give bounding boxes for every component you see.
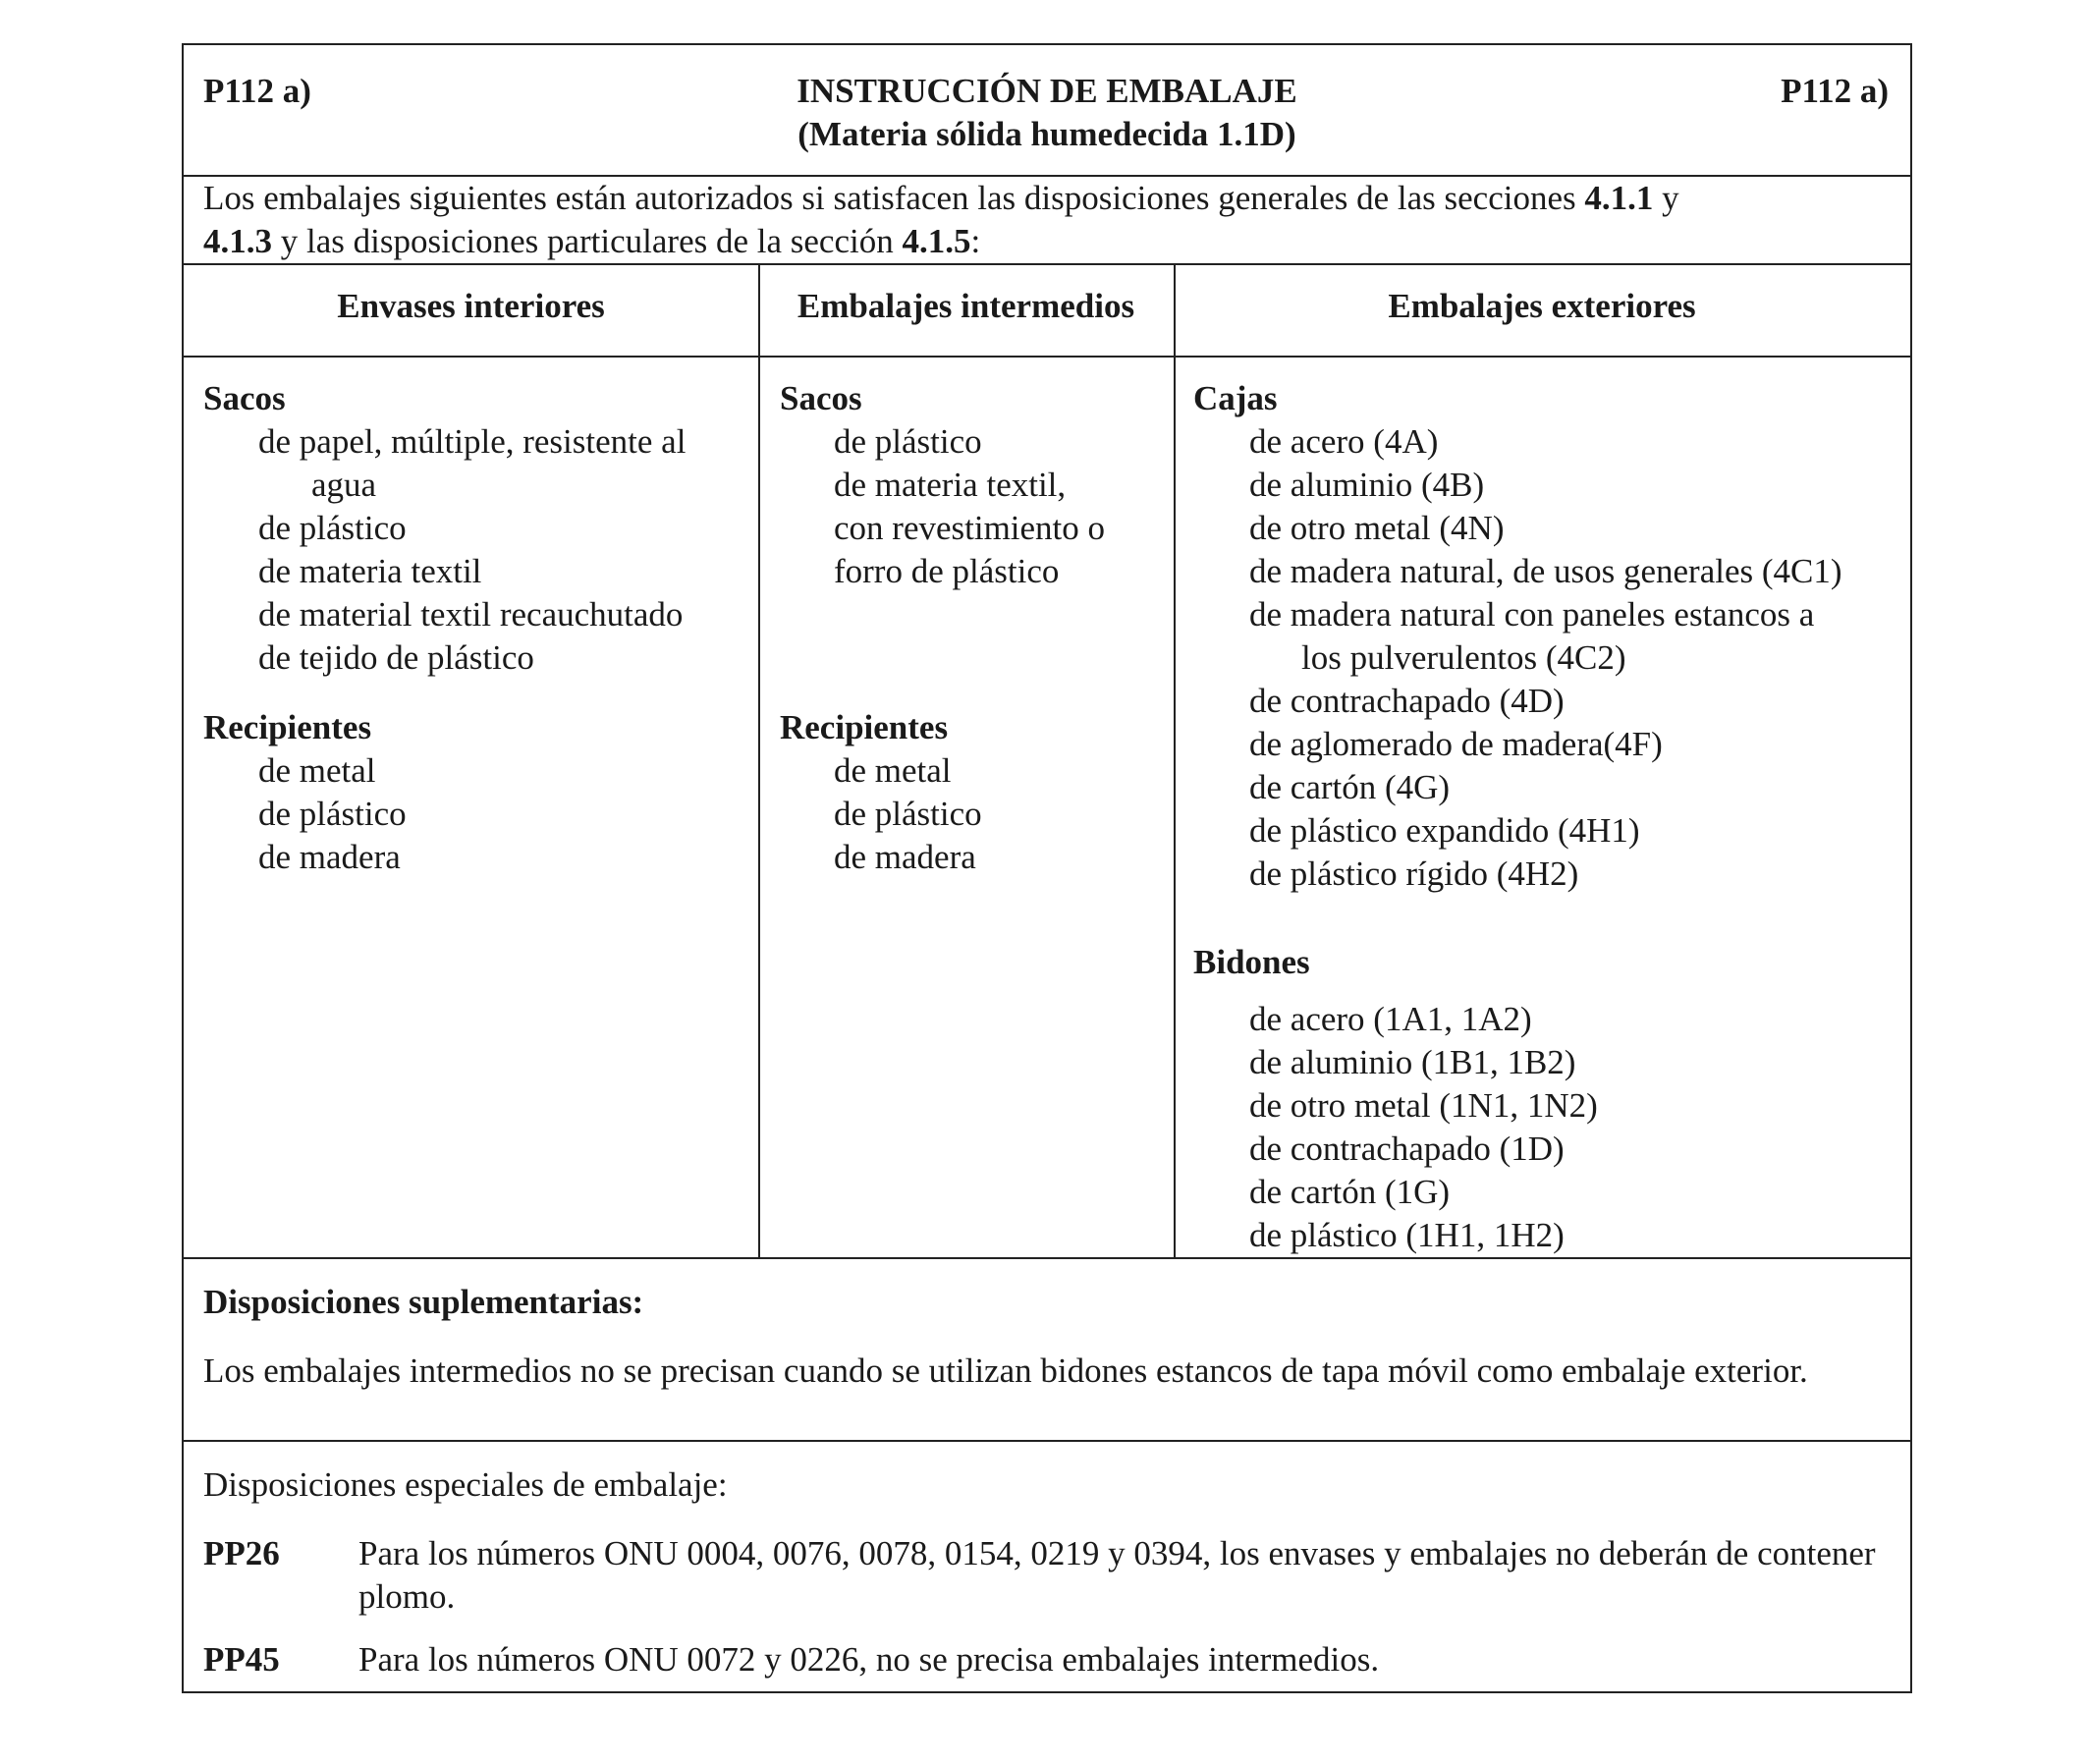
outer-group-title-cajas: Cajas [1193,379,1278,417]
list-item: de plástico [258,795,407,833]
supplementary-text: Los embalajes intermedios no se precisan cuando se utilizan bidones estancos de tapa móvil como embalaje exterior. [203,1351,1808,1390]
list-item: de metal [258,751,376,790]
list-item: de otro metal (1N1, 1N2) [1249,1086,1598,1125]
list-item: de metal [834,751,952,790]
list-item: de aglomerado de madera(4F) [1249,725,1663,763]
intro-line-1 [203,177,1679,220]
list-item: con revestimiento o [834,509,1106,547]
list-item: de madera [258,838,401,876]
column-header-row [184,265,1910,358]
list-item: de aluminio (4B) [1249,466,1485,504]
inner-group-title-sacos: Sacos [203,379,286,417]
outer-packagings-column [1176,358,1910,1257]
column-header-intermediate: Embalajes intermedios [797,287,1135,325]
code-right: P112 a) [1781,72,1889,110]
list-item: de otro metal (4N) [1249,509,1505,547]
intro-text-4: : [970,222,981,260]
section-ref-413: 4.1.3 [203,222,272,260]
list-item: forro de plástico [834,552,1060,590]
provision-code-pp45: PP45 [203,1640,280,1679]
list-item: de materia textil [258,552,482,590]
list-item: de material textil recauchutado [258,595,684,634]
list-item: de plástico [834,795,982,833]
list-item: de contrachapado (1D) [1249,1130,1565,1168]
list-item: de tejido de plástico [258,638,534,677]
packaging-body-row [184,358,1910,1259]
intro-text-2: y [1653,179,1679,217]
intermediate-packagings-column [760,358,1174,1257]
provision-code-pp26: PP26 [203,1534,280,1572]
list-item: agua [311,466,377,504]
section-ref-415: 4.1.5 [902,222,971,260]
inner-packagings-column [184,358,758,1257]
list-item: de materia textil, [834,466,1067,504]
column-header-outer: Embalajes exteriores [1388,287,1696,325]
supplementary-title: Disposiciones suplementarias: [203,1283,644,1321]
list-item: de madera natural con paneles estancos a [1249,595,1815,634]
page-subtitle: (Materia sólida humedecida 1.1D) [797,115,1296,153]
inner-group-title-recipientes: Recipientes [203,708,372,746]
provision-text-pp45: Para los números ONU 0072 y 0226, no se precisa embalajes intermedios. [358,1640,1380,1679]
list-item: de madera natural, de usos generales (4C1) [1249,552,1842,590]
column-header-inner: Envases interiores [337,287,605,325]
list-item: de plástico (1H1, 1H2) [1249,1216,1565,1254]
supplementary-row [184,1259,1910,1442]
list-item: de plástico [834,422,982,461]
list-item: de madera [834,838,976,876]
page-title: INSTRUCCIÓN DE EMBALAJE [797,72,1297,110]
list-item: los pulverulentos (4C2) [1301,638,1626,677]
intro-line-2 [203,220,980,263]
section-ref-411: 4.1.1 [1584,179,1654,217]
outer-group-title-bidones: Bidones [1193,943,1310,981]
list-item: de aluminio (1B1, 1B2) [1249,1043,1576,1081]
intermediate-group-title-sacos: Sacos [780,379,862,417]
intro-row [184,177,1910,265]
list-item: de papel, múltiple, resistente al [258,422,687,461]
list-item: de plástico [258,509,407,547]
provision-text-pp26: Para los números ONU 0004, 0076, 0078, 0154, 0219 y 0394, los envases y embalajes no deberán de contener plomo. [358,1534,1876,1616]
list-item: de acero (1A1, 1A2) [1249,1000,1532,1038]
header-row [184,45,1910,177]
list-item: de acero (4A) [1249,422,1439,461]
special-provisions-title: Disposiciones especiales de embalaje: [203,1465,728,1504]
list-item: de cartón (1G) [1249,1173,1451,1211]
list-item: de contrachapado (4D) [1249,682,1565,720]
intermediate-group-title-recipientes: Recipientes [780,708,949,746]
list-item: de plástico rígido (4H2) [1249,854,1579,893]
packing-instruction-table [182,43,1912,1693]
intro-text-3: y las disposiciones particulares de la sección [272,222,903,260]
list-item: de plástico expandido (4H1) [1249,811,1640,850]
code-left: P112 a) [203,72,311,110]
special-provisions-row [184,1442,1910,1693]
list-item: de cartón (4G) [1249,768,1451,806]
intro-text-1: Los embalajes siguientes están autorizados si satisfacen las disposiciones generales de las secciones [203,179,1585,217]
